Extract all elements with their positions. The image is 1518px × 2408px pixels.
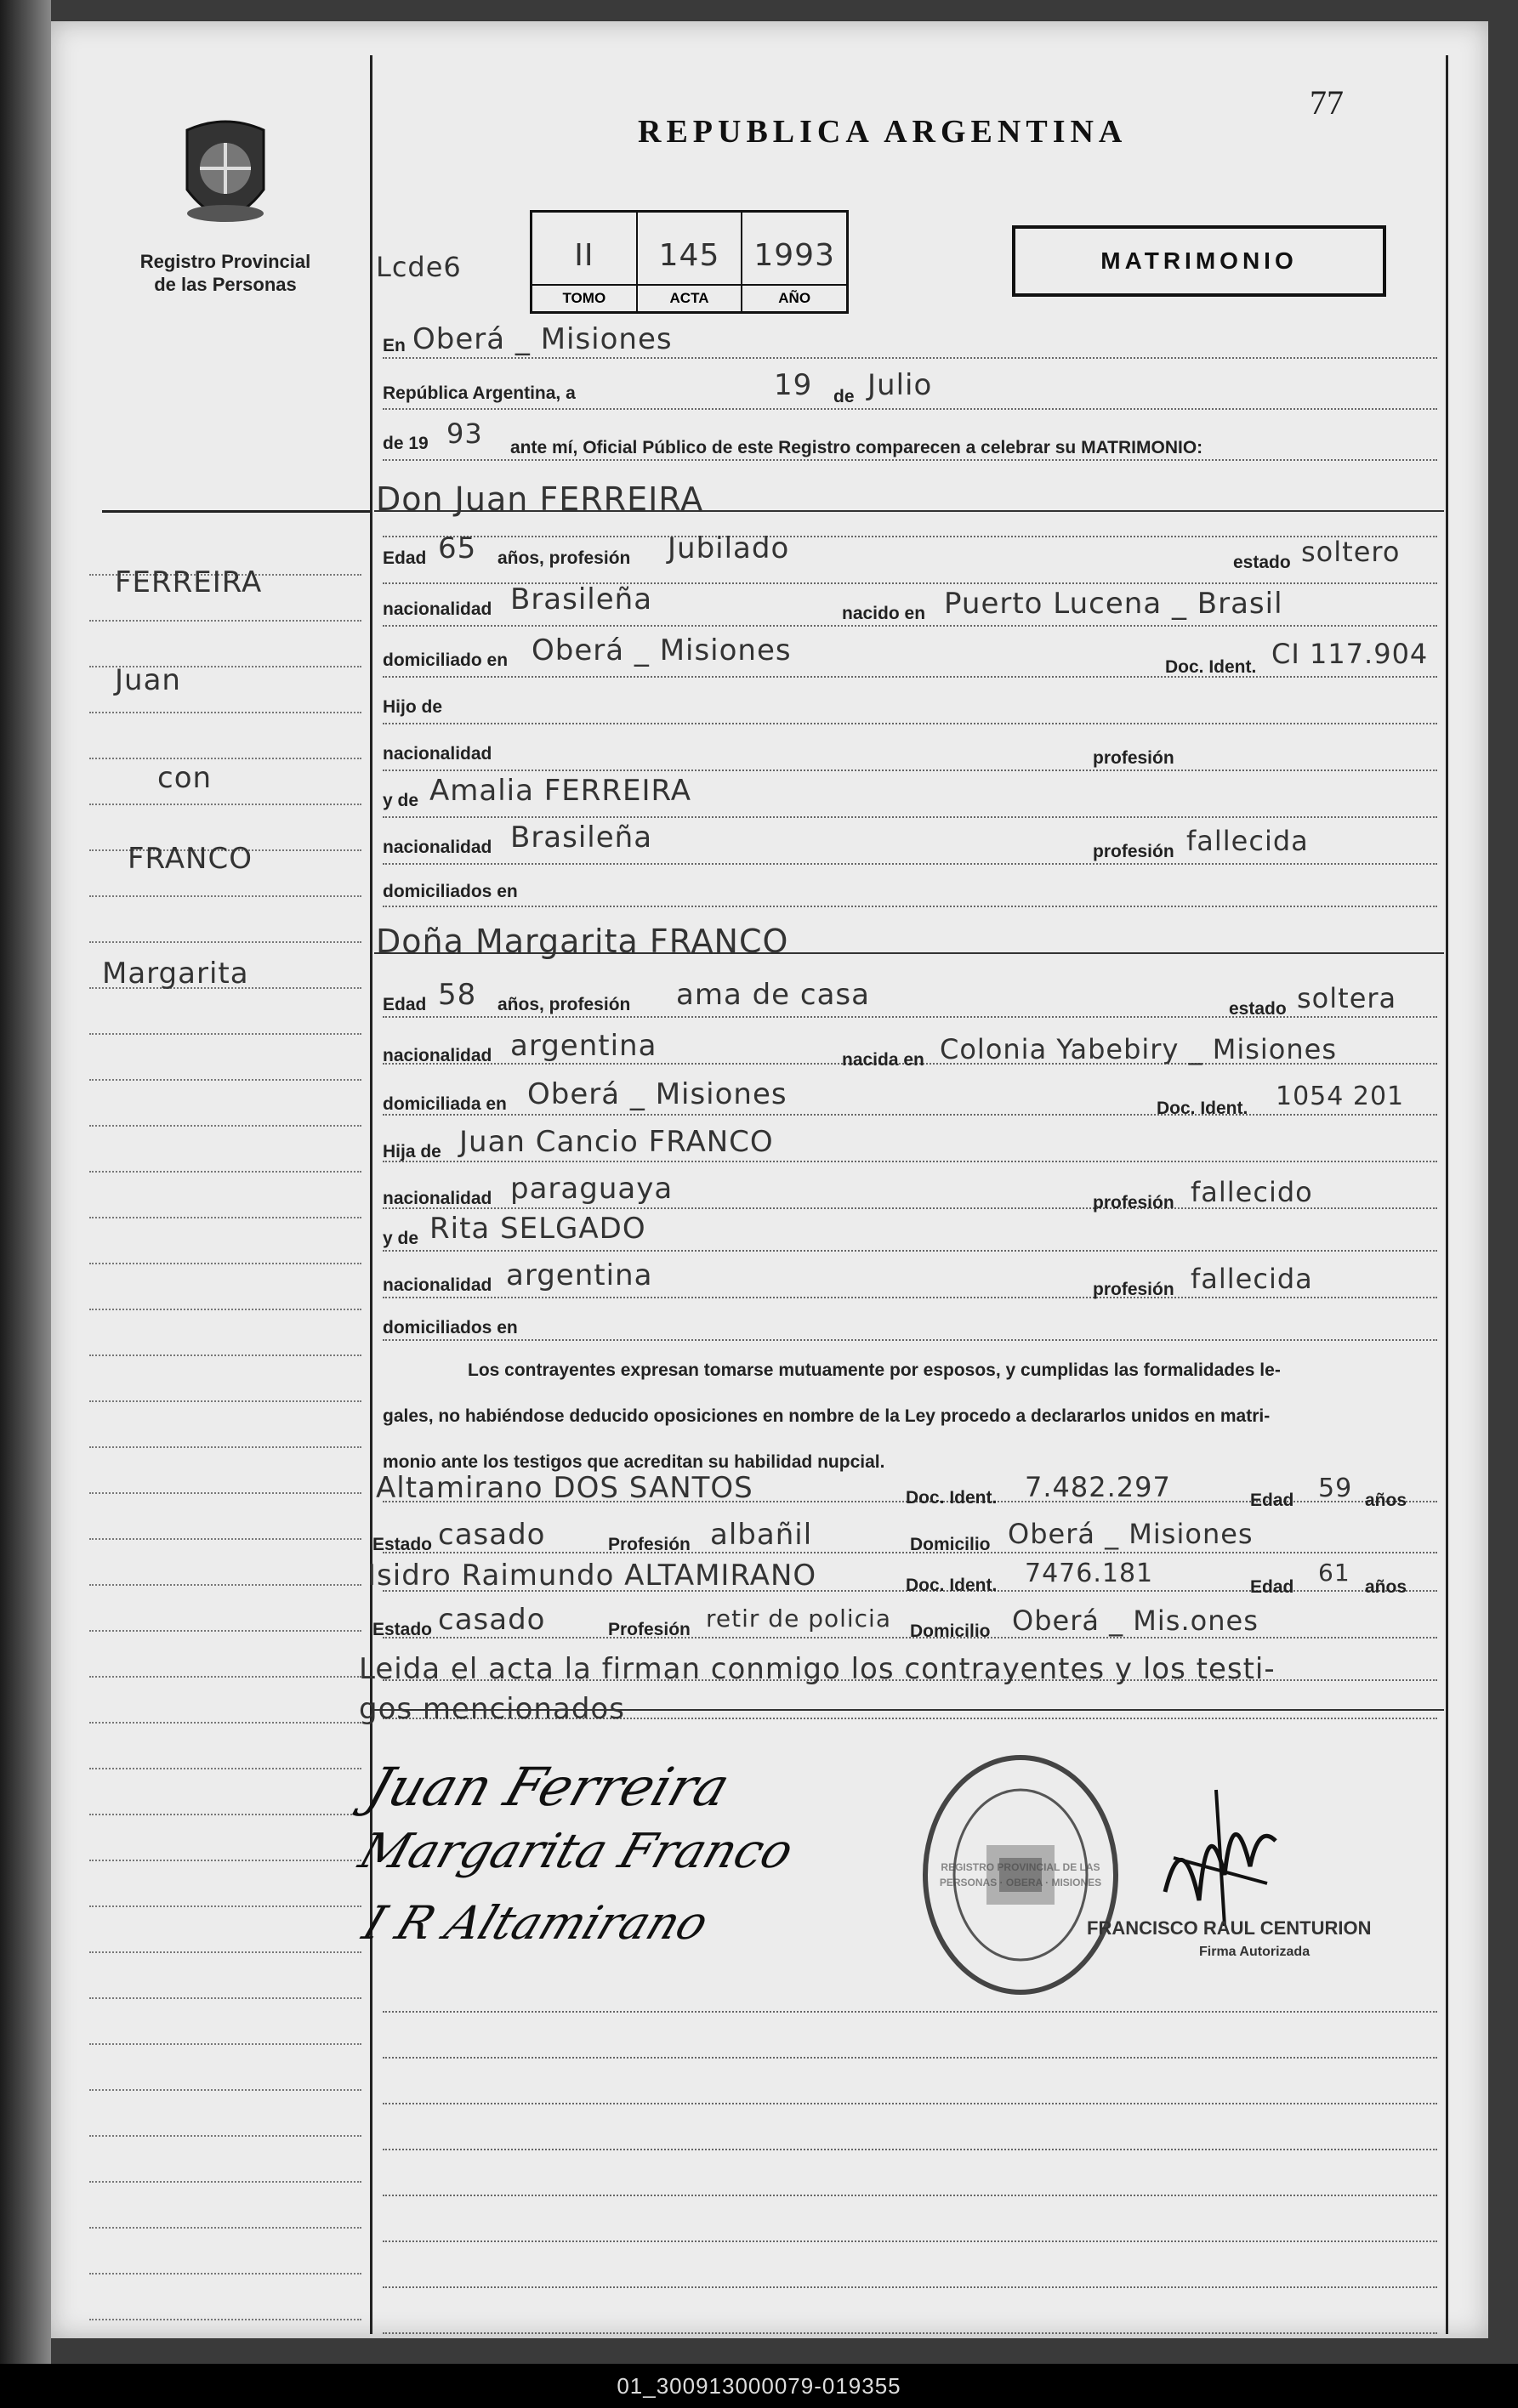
margin-line	[89, 1997, 361, 1999]
body-line	[383, 2286, 1437, 2288]
body-line	[383, 2195, 1437, 2196]
margin-line	[89, 1033, 361, 1035]
statement-line-1: Los contrayentes expresan tomarse mutuamente por esposos, y cumplidas las formalidades le-	[468, 1360, 1281, 1380]
margin-line	[89, 1492, 361, 1494]
witness2-age: 61	[1318, 1559, 1350, 1587]
margin-line	[89, 1722, 361, 1724]
body-line	[383, 863, 1437, 865]
year-suffix: 93	[446, 417, 483, 450]
body-line	[383, 625, 1437, 627]
statement-line-2: gales, no habiéndose deducido oposiciones en nombre de la Ley procedo a declararlos unidos en matri-	[383, 1406, 1271, 1426]
ano-cell	[742, 213, 846, 311]
groom-mother-profession: fallecida	[1186, 825, 1309, 857]
witness1-profesion-label: Profesión	[608, 1535, 691, 1554]
signature-groom: Juan Ferreira	[360, 1756, 737, 1818]
margin-line	[89, 1630, 361, 1632]
body-line	[383, 1339, 1437, 1341]
body-line	[383, 1114, 1437, 1116]
witness1-doc: 7.482.297	[1025, 1471, 1171, 1503]
margin-name-1: Juan	[115, 663, 181, 697]
bride-age: 58	[438, 978, 477, 1012]
statement-line-3: monio ante los testigos que acreditan su habilidad nupcial.	[383, 1452, 885, 1472]
bride-mother-nat-label: nacionalidad	[383, 1275, 492, 1295]
coat-of-arms-logo	[170, 113, 281, 241]
bride-father-nationality: paraguaya	[510, 1172, 674, 1206]
groom-domiciliados-label: domiciliados en	[383, 882, 518, 901]
margin-line	[89, 1538, 361, 1540]
bride-mother-nationality: argentina	[506, 1258, 653, 1292]
witness1-edad-label: Edad	[1250, 1491, 1294, 1510]
registry-name-line2: de las Personas	[154, 274, 297, 295]
witness1-doc-label: Doc. Ident.	[906, 1488, 998, 1508]
month-value: Julio	[867, 368, 933, 402]
body-line	[383, 2240, 1437, 2242]
body-line	[383, 676, 1437, 678]
day-value: 19	[774, 368, 813, 402]
groom-doc-label: Doc. Ident.	[1165, 657, 1257, 677]
legal-statement	[383, 1348, 1437, 1485]
groom-profession: Jubilado	[668, 531, 790, 565]
body-line	[383, 2057, 1437, 2059]
acta-cell	[638, 213, 743, 311]
body-line	[383, 408, 1437, 410]
de19-label: de 19	[383, 434, 429, 453]
ante-text: ante mí, Oficial Público de este Registro comparecen a celebrar su MATRIMONIO:	[510, 438, 1203, 457]
bride-birthplace: Colonia Yabebiry _ Misiones	[940, 1033, 1338, 1065]
page-number: 77	[1310, 83, 1344, 122]
margin-line	[89, 1860, 361, 1861]
closing-line-2: gos mencionados	[359, 1692, 625, 1726]
witness1-civil-state: casado	[438, 1518, 546, 1552]
body-line	[383, 906, 1437, 907]
body-line	[383, 2149, 1437, 2150]
margin-line	[89, 804, 361, 805]
bride-mother: Rita SELGADO	[429, 1212, 646, 1246]
bride-mother-profesion-label: profesión	[1093, 1280, 1174, 1299]
bride-father: Juan Cancio FRANCO	[459, 1125, 774, 1159]
bride-father-nat-label: nacionalidad	[383, 1189, 492, 1208]
groom-age: 65	[438, 531, 477, 565]
body-line	[383, 2103, 1437, 2104]
groom-yde-label: y de	[383, 791, 419, 810]
bride-estado-label: estado	[1229, 999, 1287, 1019]
bride-yde-label: y de	[383, 1229, 419, 1248]
acta-label: ACTA	[638, 284, 742, 311]
groom-nacido-label: nacido en	[842, 604, 926, 623]
witness2-edad-label: Edad	[1250, 1577, 1294, 1597]
body-line	[383, 2011, 1437, 2013]
margin-surname-1: FERREIRA	[115, 565, 263, 599]
officer-name: FRANCISCO RAUL CENTURION	[1087, 1917, 1372, 1939]
margin-line	[89, 2273, 361, 2275]
margin-rule	[370, 55, 372, 2334]
bride-father-profesion-label: profesión	[1093, 1193, 1174, 1213]
body-line	[383, 459, 1437, 461]
groom-nacionalidad-label: nacionalidad	[383, 599, 492, 619]
bride-profesion-label: años, profesión	[497, 995, 631, 1014]
de-label: de	[833, 387, 855, 406]
margin-line	[89, 1768, 361, 1769]
groom-domiciliado-label: domiciliado en	[383, 650, 509, 670]
groom-domicile: Oberá _ Misiones	[532, 633, 792, 667]
ano-label: AÑO	[742, 284, 846, 311]
margin-line	[89, 2319, 361, 2320]
bride-edad-label: Edad	[383, 995, 427, 1014]
groom-birthplace: Puerto Lucena _ Brasil	[944, 587, 1283, 621]
margin-line	[89, 1676, 361, 1678]
tomo-cell	[532, 213, 638, 311]
prefix-note: Lcde6	[376, 251, 462, 283]
witness2-domicile: Oberá _ Mis.ones	[1012, 1604, 1259, 1637]
bride-domicile: Oberá _ Misiones	[527, 1077, 787, 1111]
margin-line	[89, 620, 361, 622]
republica-label: República Argentina, a	[383, 383, 576, 403]
margin-line	[89, 1171, 361, 1173]
book-binding	[0, 0, 51, 2408]
seal-text	[931, 1760, 1110, 1990]
bride-domiciliados-label: domiciliados en	[383, 1318, 518, 1337]
bride-hija-label: Hija de	[383, 1142, 441, 1161]
body-line	[383, 723, 1437, 724]
witness2-profession: retir de policia	[706, 1604, 891, 1633]
groom-father-profesion-label: profesión	[1093, 748, 1174, 768]
groom-edad-label: Edad	[383, 548, 427, 568]
witness1-estado-label: Estado	[372, 1535, 433, 1554]
margin-line	[89, 1263, 361, 1264]
body-line	[383, 2332, 1437, 2334]
groom-hijo-label: Hijo de	[383, 697, 443, 717]
bride-nacionalidad-label: nacionalidad	[383, 1046, 492, 1065]
bride-name: Doña Margarita FRANCO	[376, 923, 789, 960]
groom-civil-state: soltero	[1301, 536, 1401, 568]
margin-line	[89, 1584, 361, 1586]
margin-line	[89, 2227, 361, 2229]
margin-line	[89, 1400, 361, 1402]
bride-nacida-label: nacida en	[842, 1050, 924, 1070]
margin-line	[89, 758, 361, 759]
acta-value: 145	[658, 238, 720, 273]
ano-value: 1993	[753, 238, 835, 273]
body-line	[383, 357, 1437, 359]
bride-doc: 1054 201	[1276, 1082, 1405, 1111]
body-line	[383, 816, 1437, 818]
officer-title: Firma Autorizada	[1199, 1945, 1310, 1959]
witness2-estado-label: Estado	[372, 1620, 433, 1639]
margin-line	[89, 1905, 361, 1907]
margin-line	[89, 1354, 361, 1356]
document-type-box: MATRIMONIO	[1012, 225, 1386, 297]
footer-bar	[0, 2364, 1518, 2408]
witness1-profession: albañil	[710, 1518, 813, 1552]
witness2-name: Isidro Raimundo ALTAMIRANO	[367, 1559, 817, 1593]
groom-name: Don Juan FERREIRA	[376, 480, 704, 518]
body-line	[383, 770, 1437, 771]
bride-doc-label: Doc. Ident.	[1157, 1099, 1248, 1118]
margin-line	[89, 1125, 361, 1127]
body-line	[383, 1161, 1437, 1162]
margin-line	[89, 1079, 361, 1081]
witness2-doc: 7476.181	[1025, 1559, 1154, 1588]
bride-profession: ama de casa	[676, 978, 870, 1012]
place-value: Oberá _ Misiones	[412, 322, 673, 356]
margin-line	[89, 1951, 361, 1953]
margin-line	[89, 941, 361, 943]
footer-reference: 01_300913000079-019355	[617, 2372, 901, 2399]
bride-father-profession: fallecido	[1191, 1176, 1313, 1208]
margin-line	[89, 2181, 361, 2183]
bride-domiciliada-label: domiciliada en	[383, 1094, 507, 1114]
witness1-domicilio-label: Domicilio	[910, 1535, 991, 1554]
witness2-civil-state: casado	[438, 1603, 546, 1637]
seal-text-value: REGISTRO PROVINCIAL DE LAS PERSONAS · OBERA · MISIONES	[939, 1861, 1102, 1888]
witness1-domicile: Oberá _ Misiones	[1008, 1518, 1254, 1550]
groom-nationality: Brasileña	[510, 582, 653, 616]
margin-line	[89, 1446, 361, 1448]
groom-mother-profesion-label: profesión	[1093, 842, 1174, 861]
margin-connector: con	[157, 761, 213, 795]
margin-line	[89, 712, 361, 713]
right-rule	[1446, 55, 1448, 2334]
groom-father-nat-label: nacionalidad	[383, 744, 492, 764]
witness2-doc-label: Doc. Ident.	[906, 1576, 998, 1595]
page-title: REPUBLICA ARGENTINA	[638, 114, 1128, 150]
margin-line	[89, 2043, 361, 2045]
margin-line	[89, 1309, 361, 1310]
tomo-acta-ano-box	[530, 210, 849, 314]
groom-estado-label: estado	[1233, 553, 1291, 572]
signatures-area	[352, 1756, 889, 1977]
witness2-profesion-label: Profesión	[608, 1620, 691, 1639]
margin-divider	[102, 510, 370, 513]
witness2-domicilio-label: Domicilio	[910, 1621, 991, 1641]
signature-bride: Margarita Franco	[352, 1824, 800, 1879]
margin-surname-2: FRANCO	[128, 842, 253, 876]
body-line	[383, 1250, 1437, 1252]
register-page	[51, 21, 1488, 2338]
groom-doc: CI 117.904	[1271, 638, 1429, 670]
body-line	[383, 536, 1437, 537]
margin-line	[89, 1814, 361, 1815]
margin-line	[89, 1217, 361, 1218]
groom-mother-nationality: Brasileña	[510, 821, 653, 855]
body-line	[383, 1297, 1437, 1298]
witness1-anos-label: años	[1365, 1491, 1407, 1510]
tomo-label: TOMO	[532, 284, 636, 311]
groom-mother: Amalia FERREIRA	[429, 774, 692, 808]
witness1-age: 59	[1318, 1474, 1353, 1503]
en-label: En	[383, 336, 406, 355]
witness1-name: Altamirano DOS SANTOS	[376, 1471, 753, 1505]
closing-line-1: Leida el acta la firman conmigo los contrayentes y los testi-	[359, 1652, 1276, 1686]
witness2-anos-label: años	[1365, 1577, 1407, 1597]
margin-line	[89, 2089, 361, 2091]
tomo-value: II	[574, 238, 594, 273]
bride-nationality: argentina	[510, 1029, 657, 1063]
margin-name-2: Margarita	[102, 957, 249, 991]
registry-name-line1: Registro Provincial	[139, 251, 311, 272]
signature-witness: I R Altamirano	[355, 1896, 716, 1950]
margin-line	[89, 895, 361, 897]
margin-line	[89, 2135, 361, 2137]
groom-mother-nat-label: nacionalidad	[383, 838, 492, 857]
bride-mother-profession: fallecida	[1191, 1263, 1313, 1295]
groom-profesion-label: años, profesión	[497, 548, 631, 568]
bride-civil-state: soltera	[1297, 982, 1397, 1014]
